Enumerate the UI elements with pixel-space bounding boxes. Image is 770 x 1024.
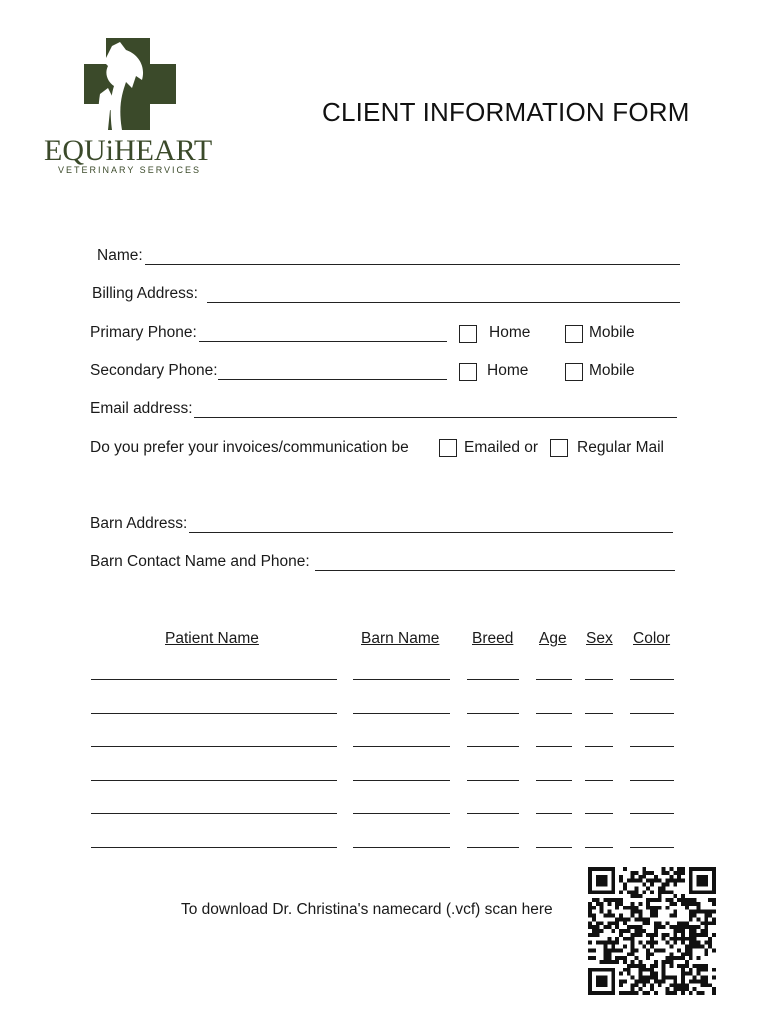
secondary-mobile-checkbox[interactable]: [565, 363, 583, 381]
breed-blank[interactable]: [467, 679, 519, 680]
brand-tagline: VETERINARY SERVICES: [58, 165, 202, 175]
preference-question: Do you prefer your invoices/communication be: [90, 439, 409, 456]
qr-caption: To download Dr. Christina's namecard (.vcf) scan here: [181, 901, 553, 918]
breed-blank[interactable]: [467, 780, 519, 781]
header-color: Color: [633, 630, 671, 647]
primary-home-label: Home: [489, 324, 531, 341]
color-blank[interactable]: [630, 813, 674, 814]
age-blank[interactable]: [536, 713, 572, 714]
name-field[interactable]: [145, 264, 680, 265]
barn-name-blank[interactable]: [353, 679, 450, 680]
color-blank[interactable]: [630, 780, 674, 781]
barn-name-blank[interactable]: [353, 780, 450, 781]
breed-blank[interactable]: [467, 813, 519, 814]
header-sex: Sex: [586, 630, 613, 647]
barn-address-label: Barn Address:: [90, 515, 188, 532]
breed-blank[interactable]: [467, 713, 519, 714]
barn-contact-label: Barn Contact Name and Phone:: [90, 553, 310, 570]
sex-blank[interactable]: [585, 713, 613, 714]
secondary-mobile-label: Mobile: [589, 362, 635, 379]
primary-phone-label: Primary Phone:: [90, 324, 197, 341]
barn-name-blank[interactable]: [353, 813, 450, 814]
secondary-home-label: Home: [487, 362, 529, 379]
patient-name-blank[interactable]: [91, 679, 337, 680]
emailed-label: Emailed or: [464, 439, 539, 456]
header-breed: Breed: [472, 630, 514, 647]
patient-name-blank[interactable]: [91, 813, 337, 814]
age-blank[interactable]: [536, 746, 572, 747]
color-blank[interactable]: [630, 847, 674, 848]
patient-name-blank[interactable]: [91, 847, 337, 848]
email-label: Email address:: [90, 400, 193, 417]
secondary-home-checkbox[interactable]: [459, 363, 477, 381]
name-label: Name:: [97, 247, 143, 264]
primary-mobile-label: Mobile: [589, 324, 635, 341]
age-blank[interactable]: [536, 847, 572, 848]
color-blank[interactable]: [630, 679, 674, 680]
barn-name-blank[interactable]: [353, 746, 450, 747]
email-field[interactable]: [194, 417, 677, 418]
secondary-phone-field[interactable]: [218, 379, 447, 380]
breed-blank[interactable]: [467, 746, 519, 747]
color-blank[interactable]: [630, 746, 674, 747]
color-blank[interactable]: [630, 713, 674, 714]
sex-blank[interactable]: [585, 813, 613, 814]
sex-blank[interactable]: [585, 847, 613, 848]
regular-mail-label: Regular Mail: [577, 439, 665, 456]
patient-name-blank[interactable]: [91, 780, 337, 781]
primary-phone-field[interactable]: [199, 341, 447, 342]
header-barn-name: Barn Name: [361, 630, 440, 647]
sex-blank[interactable]: [585, 746, 613, 747]
age-blank[interactable]: [536, 679, 572, 680]
barn-name-blank[interactable]: [353, 713, 450, 714]
billing-address-label: Billing Address:: [92, 285, 198, 302]
age-blank[interactable]: [536, 813, 572, 814]
barn-contact-field[interactable]: [315, 570, 675, 571]
primary-home-checkbox[interactable]: [459, 325, 477, 343]
patient-name-blank[interactable]: [91, 713, 337, 714]
breed-blank[interactable]: [467, 847, 519, 848]
emailed-checkbox[interactable]: [439, 439, 457, 457]
barn-name-blank[interactable]: [353, 847, 450, 848]
secondary-phone-label: Secondary Phone:: [90, 362, 218, 379]
age-blank[interactable]: [536, 780, 572, 781]
regular-mail-checkbox[interactable]: [550, 439, 568, 457]
form-title: CLIENT INFORMATION FORM: [322, 97, 690, 127]
sex-blank[interactable]: [585, 780, 613, 781]
qr-code-icon[interactable]: [588, 867, 716, 995]
brand-name: EQUiHEART: [44, 134, 213, 167]
billing-address-field[interactable]: [207, 302, 680, 303]
sex-blank[interactable]: [585, 679, 613, 680]
primary-mobile-checkbox[interactable]: [565, 325, 583, 343]
header-patient-name: Patient Name: [165, 630, 259, 647]
barn-address-field[interactable]: [189, 532, 673, 533]
patient-name-blank[interactable]: [91, 746, 337, 747]
header-age: Age: [539, 630, 567, 647]
